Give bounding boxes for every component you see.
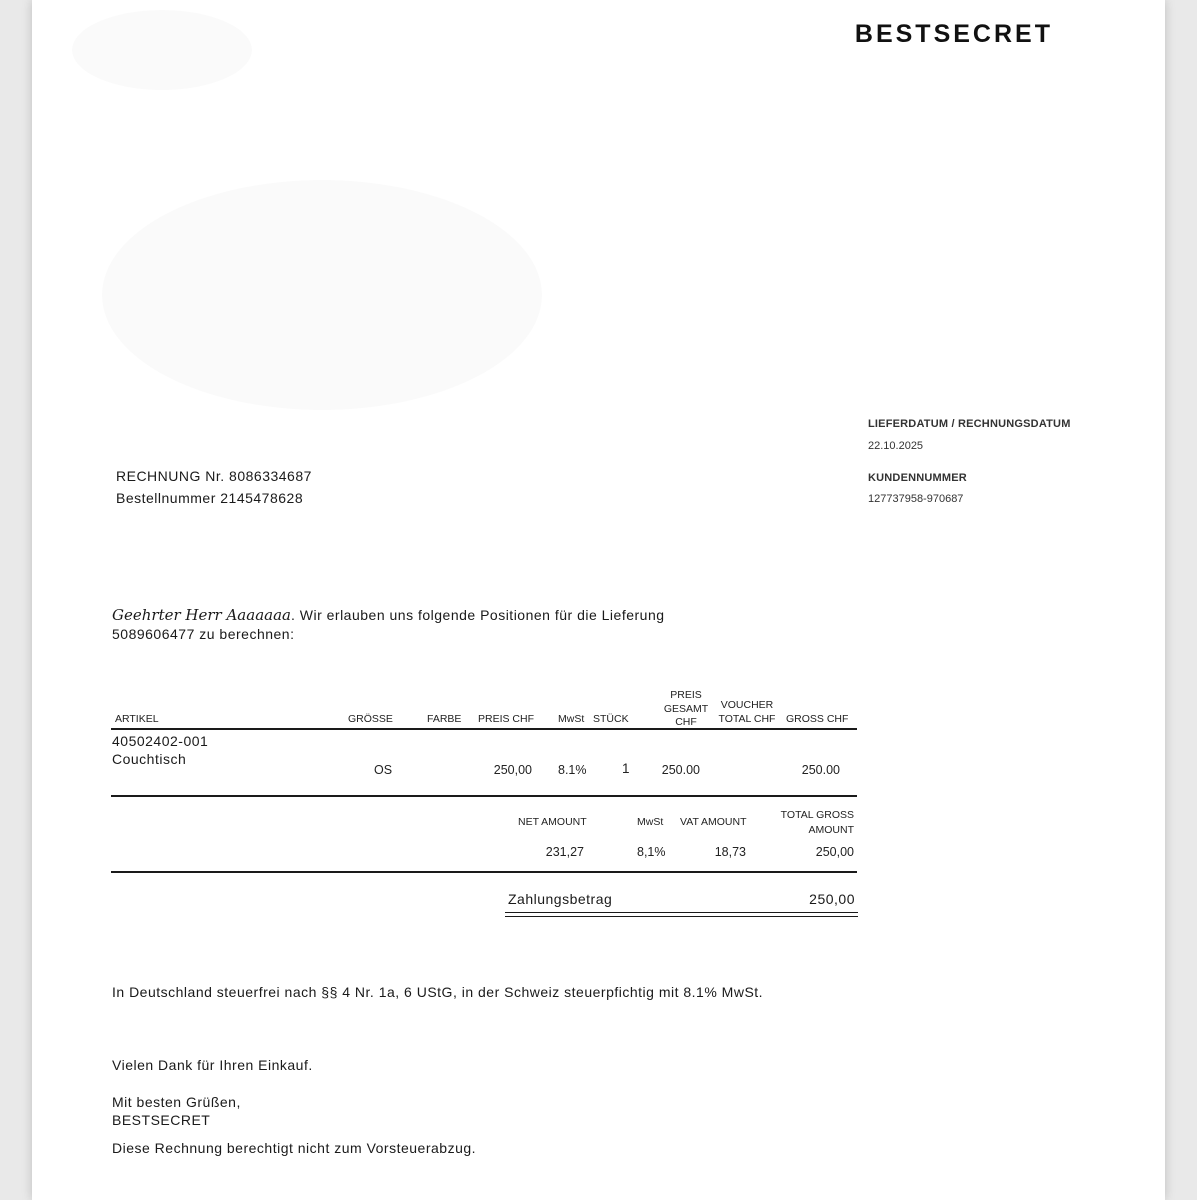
payment-value: 250,00 <box>809 891 855 907</box>
payment-label: Zahlungsbetrag <box>508 891 613 907</box>
col-header-preis-gesamt: PREIS GESAMT CHF <box>663 689 709 728</box>
summary-divider <box>111 871 857 873</box>
header-divider <box>111 728 857 730</box>
payment-double-line-bottom <box>505 916 858 917</box>
customer-number-label: KUNDENNUMMER <box>868 472 967 484</box>
col-header-preis: PREIS CHF <box>478 713 535 725</box>
order-number: Bestellnummer 2145478628 <box>116 490 304 506</box>
vat-amount-label: VAT AMOUNT <box>680 816 747 828</box>
net-amount-value: 231,27 <box>545 845 584 859</box>
col-header-voucher: VOUCHER TOTAL CHF <box>718 699 776 725</box>
signature-text: BESTSECRET <box>112 1112 211 1128</box>
article-number: 40502402-001 <box>112 733 209 749</box>
brand-logo: BESTSECRET <box>854 20 1053 48</box>
total-gross-value: 250,00 <box>815 845 854 859</box>
summary-mwst-value: 8,1% <box>637 845 666 859</box>
salutation-text: . Wir erlauben uns folgende Positionen für die Lieferung <box>290 607 665 623</box>
cell-preis: 250,00 <box>493 763 532 777</box>
greeting-text: Mit besten Grüßen, <box>112 1094 241 1110</box>
col-header-mwst: MwSt <box>558 713 585 725</box>
net-amount-label: NET AMOUNT <box>518 816 587 828</box>
total-gross-label: TOTAL GROSS AMOUNT <box>780 809 854 836</box>
redacted-address-area <box>102 180 542 410</box>
tax-note: In Deutschland steuerfrei nach §§ 4 Nr. 1a, 6 UStG, in der Schweiz steuerpfichtig mit 8.1% MwSt. <box>112 984 764 1000</box>
invoice-page <box>32 0 1165 1200</box>
col-header-gross: GROSS CHF <box>786 713 849 725</box>
thanks-text: Vielen Dank für Ihren Einkauf. <box>112 1057 313 1073</box>
delivery-date-value: 22.10.2025 <box>868 440 924 452</box>
salutation-line <box>112 606 665 624</box>
col-header-stueck: STÜCK <box>593 713 629 725</box>
cell-stueck: 1 <box>622 761 630 776</box>
delivery-date-label: LIEFERDATUM / RECHNUNGSDATUM <box>868 418 1071 430</box>
col-header-groesse: GRÖSSE <box>348 713 393 725</box>
vat-amount-value: 18,73 <box>714 845 746 859</box>
col-header-farbe: FARBE <box>427 713 462 725</box>
summary-mwst-label: MwSt <box>637 816 664 828</box>
cell-groesse: OS <box>374 763 393 777</box>
invoice-number: RECHNUNG Nr. 8086334687 <box>116 468 312 484</box>
redacted-sender-area <box>72 10 252 90</box>
article-name: Couchtisch <box>112 751 187 767</box>
disclaimer-text: Diese Rechnung berechtigt nicht zum Vorsteuerabzug. <box>112 1140 477 1156</box>
cell-gross: 250.00 <box>801 763 840 777</box>
salutation-name: Geehrter Herr Aaaaaaa <box>112 606 291 624</box>
cell-preis-gesamt: 250.00 <box>661 763 700 777</box>
payment-double-line-top <box>505 912 858 913</box>
col-header-artikel: ARTIKEL <box>115 713 159 725</box>
salutation-line-2: 5089606477 zu berechnen: <box>112 626 295 642</box>
row-divider <box>111 795 857 797</box>
customer-number-value: 127737958-970687 <box>868 493 964 505</box>
cell-mwst: 8.1% <box>558 763 587 777</box>
